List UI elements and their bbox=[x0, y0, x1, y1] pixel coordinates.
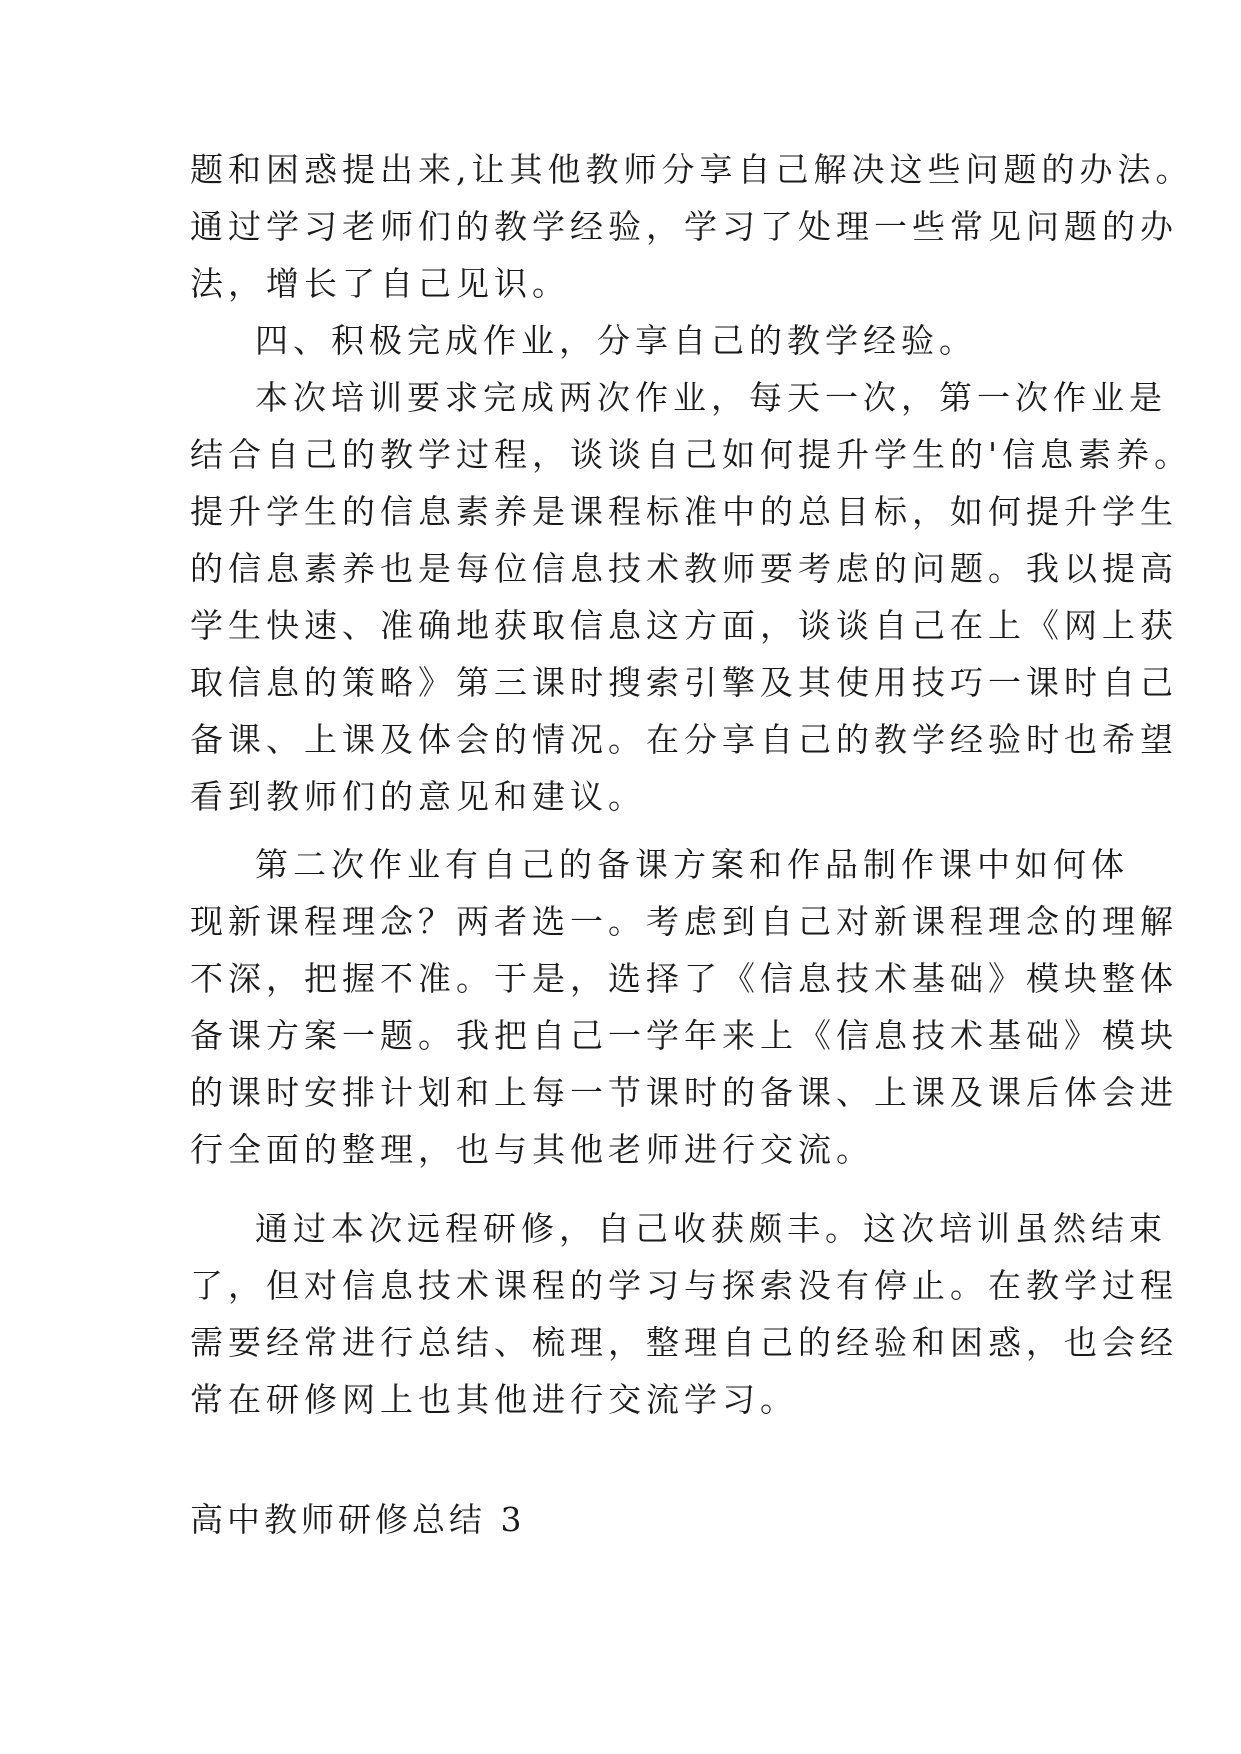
text-line: 看到教师们的意见和建议。 bbox=[190, 777, 646, 816]
text-line: 本次培训要求完成两次作业，每天一次，第一次作业是 bbox=[255, 378, 1167, 417]
text-line: 学生快速、准确地获取信息这方面，谈谈自己在上《网上获 bbox=[190, 606, 1178, 645]
text-line: 通过本次远程研修，自己收获颇丰。这次培训虽然结束 bbox=[255, 1209, 1167, 1248]
section-heading: 高中教师研修总结 3 bbox=[190, 1500, 526, 1539]
paragraph-heading: 四、积极完成作业，分享自己的教学经验。 bbox=[255, 321, 977, 360]
text-line: 结合自己的教学过程，谈谈自己如何提升学生的'信息素养。 bbox=[190, 435, 1193, 474]
text-line: 题和困惑提出来,让其他教师分享自己解决这些问题的办法。 bbox=[190, 150, 1194, 189]
text-line: 的信息素养也是每位信息技术教师要考虑的问题。我以提高 bbox=[190, 549, 1178, 588]
text-line: 常在研修网上也其他进行交流学习。 bbox=[190, 1380, 798, 1419]
text-line: 需要经常进行总结、梳理，整理自己的经验和困惑，也会经 bbox=[190, 1323, 1178, 1362]
text-line: 了，但对信息技术课程的学习与探索没有停止。在教学过程 bbox=[190, 1266, 1178, 1305]
text-line: 备课方案一题。我把自己一学年来上《信息技术基础》模块 bbox=[190, 1016, 1178, 1055]
text-line: 现新课程理念？两者选一。考虑到自己对新课程理念的理解 bbox=[190, 902, 1178, 941]
text-line: 取信息的策略》第三课时搜索引擎及其使用技巧一课时自己 bbox=[190, 663, 1178, 702]
text-line: 提升学生的信息素养是课程标准中的总目标，如何提升学生 bbox=[190, 492, 1178, 531]
text-line: 的课时安排计划和上每一节课时的备课、上课及课后体会进 bbox=[190, 1073, 1178, 1112]
text-line: 行全面的整理，也与其他老师进行交流。 bbox=[190, 1130, 874, 1169]
text-line: 不深，把握不准。于是，选择了《信息技术基础》模块整体 bbox=[190, 959, 1178, 998]
text-line: 法，增长了自己见识。 bbox=[190, 264, 570, 303]
text-line: 通过学习老师们的教学经验，学习了处理一些常见问题的办 bbox=[190, 207, 1178, 246]
text-line: 备课、上课及体会的情况。在分享自己的教学经验时也希望 bbox=[190, 720, 1178, 759]
text-line: 第二次作业有自己的备课方案和作品制作课中如何体 bbox=[255, 845, 1129, 884]
